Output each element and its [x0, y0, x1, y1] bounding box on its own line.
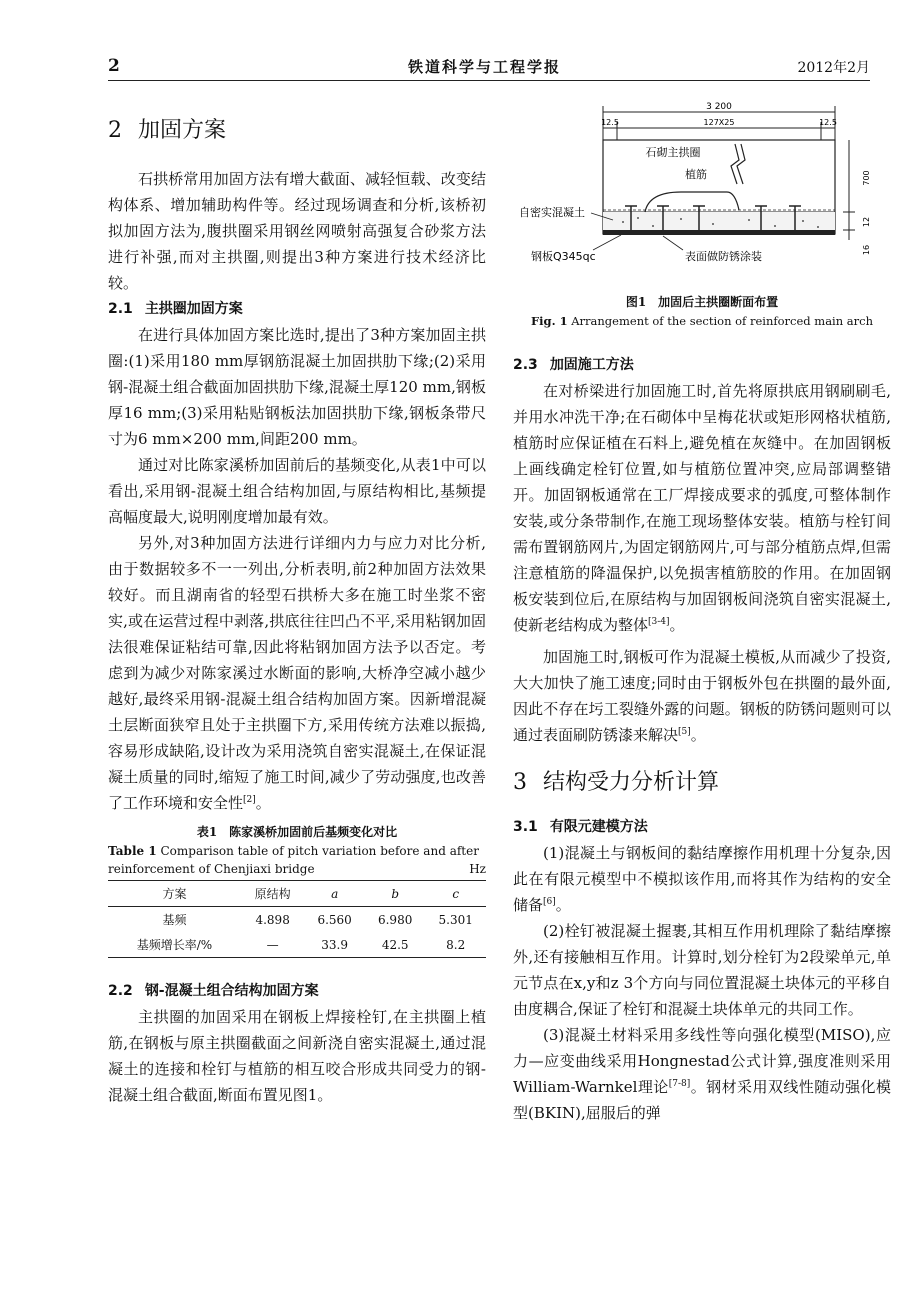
dim-700: 700: [862, 170, 871, 186]
citation: [5]: [678, 727, 691, 737]
table-header-cell: 方案: [162, 887, 187, 901]
dim-total: 3 200: [706, 102, 732, 112]
table-cell: 4.898: [255, 912, 290, 927]
table-cell: 基频: [162, 913, 187, 927]
steel-plate: [603, 230, 835, 235]
table-cell: 33.9: [321, 937, 348, 952]
section-2-2-para-1: 主拱圈的加固采用在钢板上焊接栓钉,在主拱圈上植筋,在钢板与原主拱圈截面之间新浇自密实混凝土,通过混凝土的连接和栓钉与植筋的相互咬合形成共同受力的钢-混凝土组合截面,断面布置见图1。: [108, 1008, 486, 1104]
section-2-1-para-1: 在进行具体加固方案比选时,提出了3种方案加固主拱圈:(1)采用180 mm厚钢筋混凝土加固拱肋下缘;(2)采用钢-混凝土组合截面加固拱肋下缘,混凝土厚120 mm,钢板厚16 mm;(3)采用粘贴钢板法加固拱肋下缘,钢板条带尺寸为6 mm×200 mm,间距200 mm。: [108, 326, 486, 448]
section-2-heading: 2 加固方案: [108, 118, 227, 143]
table-cell: 6.980: [377, 912, 413, 927]
section-2-1-para-3: 另外,对3种加固方法进行详细内力与应力对比分析,由于数据较多不一一列出,分析表明,前2种加固方法效果较好。而且湖南省的轻型石拱桥大多在施工时坐浆不密实,或在运营过程中剥落,拱底往往凹凸不平,采用粘钢加固法很难保证粘结可靠,因此将粘钢加固方法予以否定。考虑到为减少对陈家溪过水断面的影响,大桥净空减小越少越好,最终采用钢-混凝土组合结构加固方案。因新增混凝土层断面狭窄且处于主拱圈下方,采用传统方法难以振捣,容易形成缺陷,设计改为采用浇筑自密实混凝土,在保证混凝土质量的同时,缩短了施工时间,减少了劳动强度,也改善了工作环境和安全性[2]。: [108, 534, 486, 812]
issue-date: 2012年2月: [797, 60, 870, 76]
rebar-curve: [645, 192, 739, 212]
section-3-heading: 3 结构受力分析计算: [513, 770, 720, 795]
table-header-cell: c: [452, 886, 460, 901]
table-1-caption-cn: 表1 陈家溪桥加固前后基频变化对比: [196, 825, 398, 839]
table-cell: 6.560: [317, 912, 352, 927]
citation: [7-8]: [668, 1079, 691, 1089]
table-header-cell: b: [391, 886, 400, 901]
citation: [2]: [243, 795, 256, 805]
page-number: 2: [108, 56, 120, 76]
table-cell: 5.301: [438, 912, 473, 927]
running-header: [108, 50, 870, 81]
section-3-1-para-2: (2)栓钉被混凝土握裹,其相互作用机理除了黏结摩擦外,还有接触相互作用。计算时,划分栓钉为2段梁单元,单元节点在x,y和z 3个方向与同位置混凝土块体元的平移自由度耦合,保证了栓钉和混凝土块体单元的共同工作。: [513, 922, 891, 1018]
citation: [6]: [543, 897, 556, 907]
section-2-3-para-1: 在对桥梁进行加固施工时,首先将原拱底用钢刷刷毛,并用水冲洗干净;在石砌体中呈梅花状或矩形网格状植筋,植筋时应保证植在石料上,避免植在灰缝中。在加固钢板上画线确定栓钉位置,如与植筋位置冲突,应局部调整错开。加固钢板通常在工厂焊接成要求的弧度,可整体制作安装,或分条带制作,在施工现场整体安装。植筋与栓钉间需布置钢筋网片,为固定钢筋网片,可与部分植筋点焊,但需注意植筋的降温保护,以免损害植筋胶的作用。在加固钢板安装到位后,在原结构与加固钢板间浇筑自密实混凝土,使新老结构成为整体[3-4]。: [513, 382, 891, 634]
label-coating: 表面做防锈涂装: [685, 250, 762, 263]
section-2-1-heading: 2.1 主拱圈加固方案: [108, 301, 243, 317]
section-2-2-heading: 2.2 钢-混凝土组合结构加固方案: [108, 983, 319, 999]
table-header-cell: a: [331, 886, 339, 901]
section-2-3-para-2: 加固施工时,钢板可作为混凝土模板,从而减少了投资,大大加快了施工速度;同时由于钢板外包在拱圈的最外面,因此不存在圬工裂缝外露的问题。钢板的防锈问题则可以通过表面刷防锈漆来解决[5]。: [513, 648, 891, 744]
break-mark: [731, 144, 739, 184]
dim-16: 16: [862, 244, 871, 256]
figure-1-caption-cn: 图1 加固后主拱圈断面布置: [625, 295, 779, 309]
section-2-intro: 石拱桥常用加固方法有增大截面、减轻恒载、改变结构体系、增加辅助构件等。经过现场调查和分析,该桥初拟加固方法为,腹拱圈采用钢丝网喷射高强复合砂浆方法进行补强,而对主拱圈,则提出3种方案进行技术经济比较。: [108, 170, 486, 292]
label-plate: 钢板Q345qc: [531, 250, 596, 263]
figure-1-diagram: [513, 100, 891, 292]
table-1-unit: Hz: [469, 862, 486, 876]
dim-left: 12.5: [601, 118, 619, 127]
section-diagram: [513, 100, 891, 270]
citation: [3-4]: [648, 617, 670, 627]
table-row: [108, 932, 486, 958]
section-3-1-para-3: (3)混凝土材料采用多线性等向强化模型(MISO),应力—应变曲线采用Hongnestad公式计算,强度准则采用William-Warnkel理论[7-8]。钢材采用双线性随动强化模型(BKIN),屈服后的弹: [513, 1026, 891, 1122]
dim-mid: 127X25: [703, 118, 735, 127]
section-3-1-heading: 3.1 有限元建模方法: [513, 819, 648, 835]
section-2-1-para-2: 通过对比陈家溪桥加固前后的基频变化,从表1中可以看出,采用钢-混凝土组合结构加固,与原结构相比,基频提高幅度最大,说明刚度增加最有效。: [108, 456, 486, 526]
table-1-caption-en: Table 1 Comparison table of pitch variation before and after reinforcement of Chenjiaxi bridge Hz: [108, 844, 486, 876]
dim-right: 12.5: [819, 118, 837, 127]
right-column: [513, 100, 891, 1126]
figure-1-caption-en: Fig. 1 Arrangement of the section of reinforced main arch: [531, 314, 873, 328]
table-cell: 8.2: [446, 937, 466, 952]
section-2-3-heading: 2.3 加固施工方法: [513, 357, 634, 373]
table-cell: 42.5: [381, 937, 409, 952]
left-column: [108, 100, 486, 1108]
table-header-cell: 原结构: [254, 887, 291, 901]
section-3-1-para-1: (1)混凝土与钢板间的黏结摩擦作用机理十分复杂,因此在有限元模型中不模拟该作用,而将其作为结构的安全储备[6]。: [513, 844, 891, 914]
table-1: [108, 880, 486, 958]
journal-title: 铁道科学与工程学报: [408, 58, 562, 76]
dim-12: 12: [862, 216, 871, 228]
label-arch: 石砌主拱圈: [645, 146, 701, 159]
label-rebar: 植筋: [685, 168, 707, 181]
table-row: [108, 907, 486, 933]
table-cell: —: [266, 937, 279, 952]
label-concrete: 自密实混凝土: [519, 206, 585, 219]
table-cell: 基频增长率/%: [136, 938, 213, 952]
